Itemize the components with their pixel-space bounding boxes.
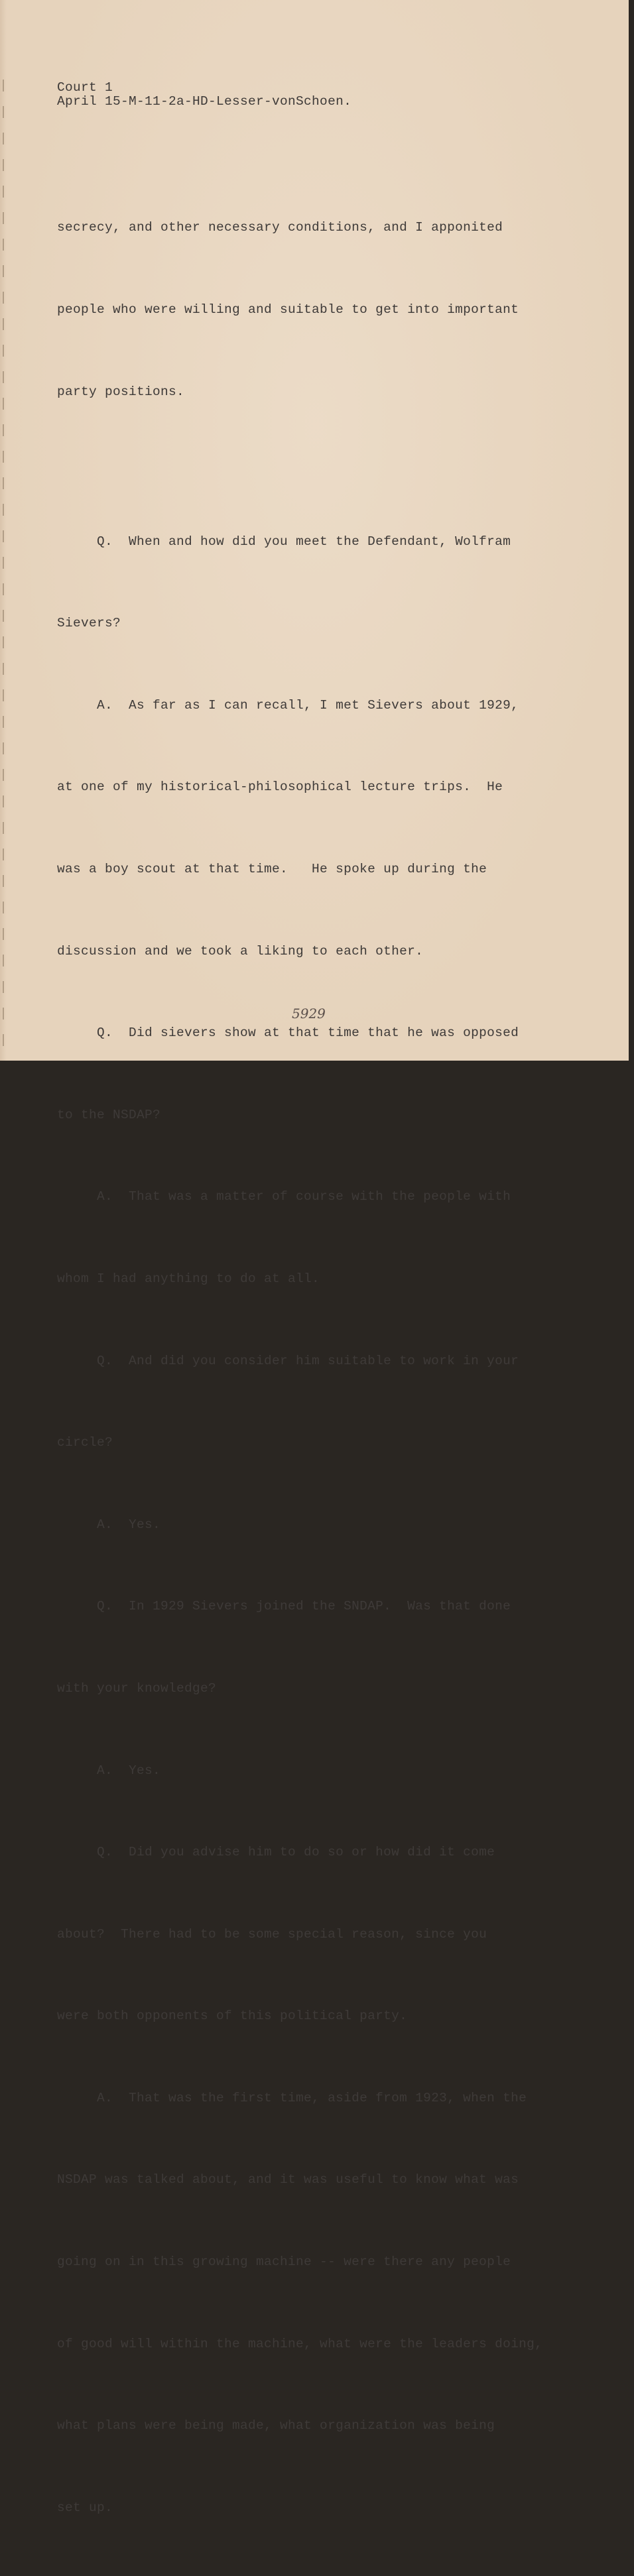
transcript-question: Q. Did you advise him to do so or how did it come (57, 1845, 495, 1860)
transcript-line: Sievers? (57, 616, 121, 631)
transcript-line: were both opponents of this political party. (57, 2009, 408, 2024)
transcript-line: was a boy scout at that time. He spoke up during the (57, 861, 487, 876)
transcript-line: with your knowledge? (57, 1680, 217, 1696)
transcript-line: people who were willing and suitable to get into important (57, 302, 519, 317)
scan-border (629, 0, 631, 1061)
transcript-line: discussion and we took a liking to each other. (57, 943, 424, 959)
transcript-question: Q. In 1929 Sievers joined the SNDAP. Was that done (57, 1599, 511, 1614)
transcript-answer: A. As far as I can recall, I met Sievers about 1929, (57, 697, 519, 713)
transcript-line: whom I had anything to do at all. (57, 1271, 320, 1286)
session-reference: April 15-M-11-2a-HD-Lesser-vonSchoen. (57, 94, 352, 109)
transcript-line: of good will within the machine, what were the leaders doing, (57, 2336, 543, 2351)
transcript-line: NSDAP was talked about, and it was useful to know what was (57, 2172, 519, 2188)
transcript-line: party positions. (57, 384, 185, 399)
transcript-question: Q. Did sievers show at that time that he was opposed (57, 1025, 519, 1041)
page-number: 5929 (292, 1006, 326, 1022)
transcript-line: circle? (57, 1435, 113, 1450)
transcript-line: about? There had to be some special reason, since you (57, 1926, 487, 1942)
document-header (57, 81, 351, 109)
transcript-question: Q. And did you consider him suitable to work in your (57, 1353, 519, 1368)
transcript-line: set up. (57, 2500, 113, 2515)
transcript-answer: A. Yes. (57, 1517, 161, 1532)
transcript-line: at one of my historical-philosophical lecture trips. He (57, 780, 503, 795)
transcript-question: Q. When and how did you meet the Defendant, Wolfram (57, 534, 511, 549)
transcript-line: to the NSDAP? (57, 1107, 161, 1122)
transcript-line: secrecy, and other necessary conditions, and I apponited (57, 220, 503, 235)
transcript-answer: A. That was a matter of course with the people with (57, 1189, 511, 1204)
court-label: Court 1 (57, 80, 113, 95)
transcript-body (57, 160, 542, 2576)
transcript-answer: A. That was the first time, aside from 1923, when the (57, 2090, 527, 2105)
transcript-line: going on in this growing machine -- were there any people (57, 2254, 511, 2270)
transcript-line: what plans were being made, what organization was being (57, 2418, 495, 2433)
transcript-answer: A. Yes. (57, 1763, 161, 1778)
torn-left-edge (3, 80, 4, 1054)
